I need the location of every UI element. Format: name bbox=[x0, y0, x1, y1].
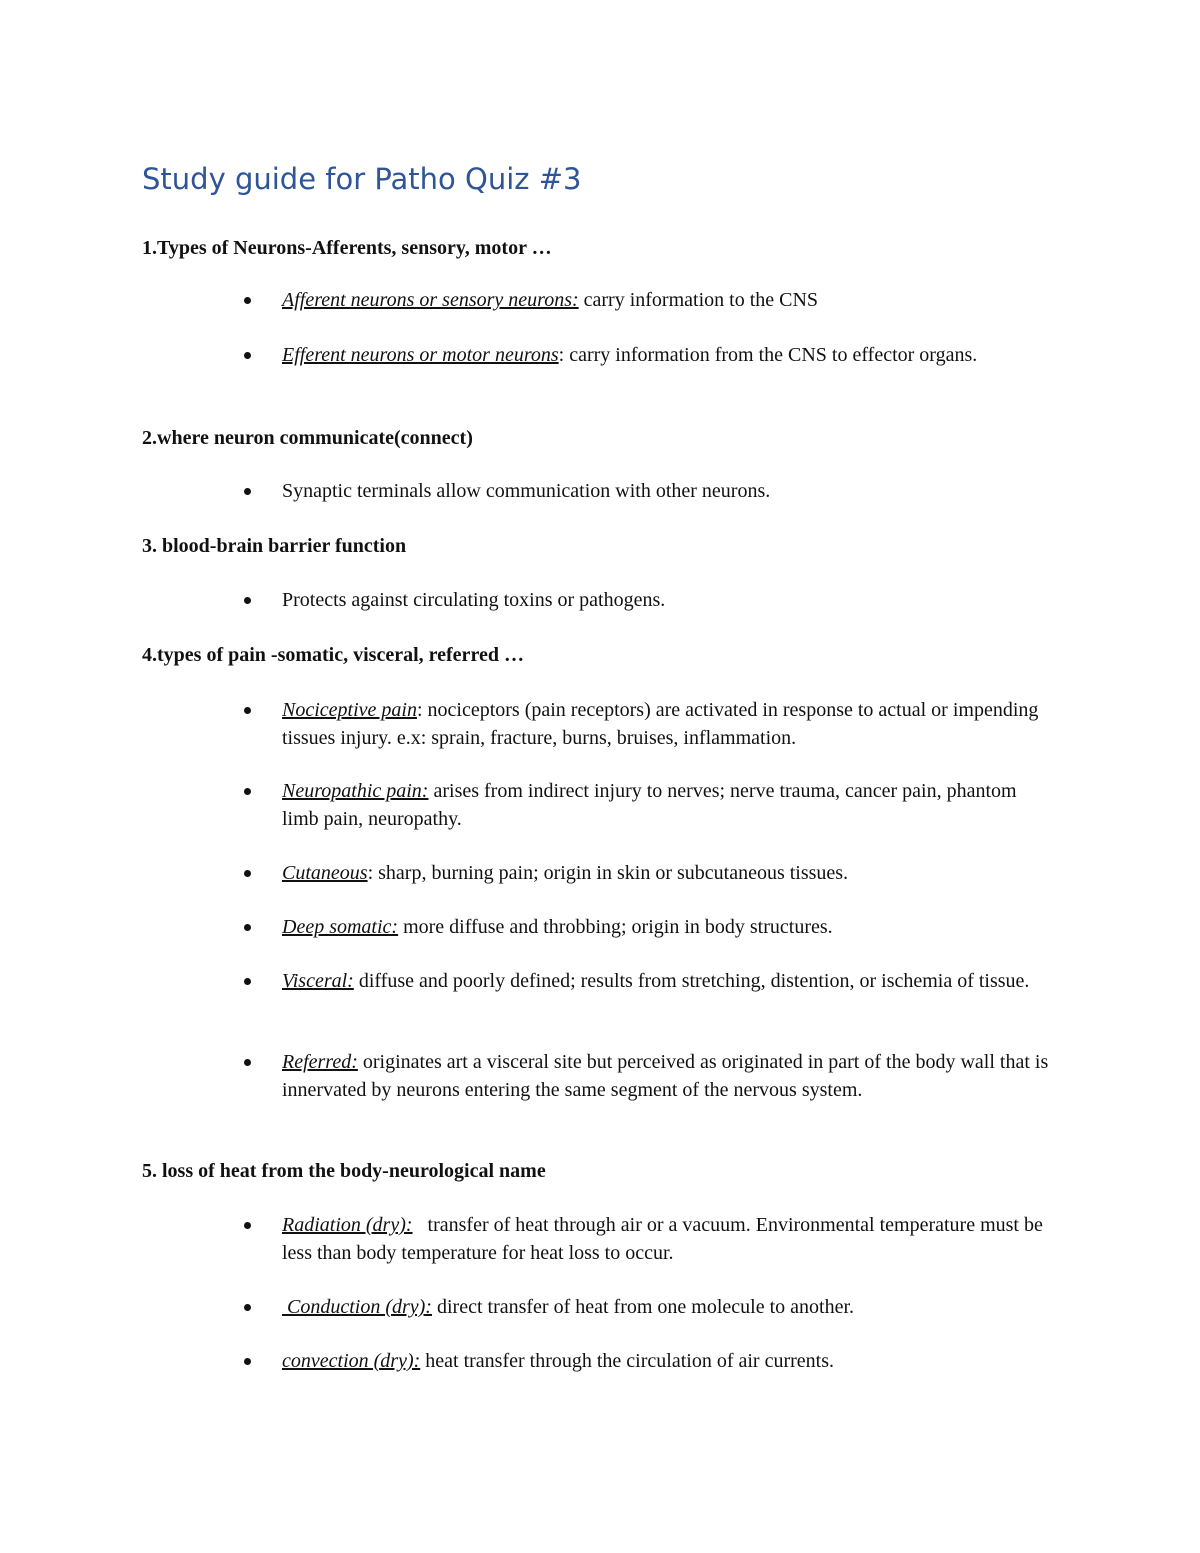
term: Nociceptive pain bbox=[282, 699, 417, 721]
definition: arises from indirect injury to nerves; nerve trauma, cancer pain, phantom limb pain, neuropathy. bbox=[282, 780, 1017, 830]
term: convection (dry): bbox=[282, 1350, 421, 1372]
term: Deep somatic: bbox=[282, 916, 399, 938]
list-item bbox=[244, 778, 1056, 833]
term: Afferent neurons or sensory neurons: bbox=[282, 289, 579, 311]
list-item bbox=[244, 914, 1056, 942]
page-title: Study guide for Patho Quiz #3 bbox=[142, 162, 582, 196]
section-heading: 5. loss of heat from the body-neurological name bbox=[142, 1160, 546, 1182]
section-heading: 3. blood-brain barrier function bbox=[142, 535, 407, 557]
bullet-icon bbox=[244, 707, 251, 714]
term: Conduction (dry): bbox=[282, 1296, 432, 1318]
list-item bbox=[244, 1348, 1056, 1376]
term: Visceral: bbox=[282, 970, 354, 992]
section-heading: 1.Types of Neurons-Afferents, sensory, motor … bbox=[142, 237, 552, 259]
list-item bbox=[244, 287, 1056, 315]
list-item bbox=[244, 587, 1056, 615]
list-item bbox=[244, 342, 1056, 370]
list-item bbox=[244, 1212, 1056, 1267]
definition: heat transfer through the circulation of air currents. bbox=[420, 1350, 834, 1372]
definition: : sharp, burning pain; origin in skin or subcutaneous tissues. bbox=[367, 862, 849, 884]
definition: Synaptic terminals allow communication with other neurons. bbox=[282, 480, 771, 502]
definition: carry information to the CNS bbox=[578, 289, 819, 311]
term: Radiation (dry): bbox=[282, 1214, 413, 1236]
definition: : carry information from the CNS to effector organs. bbox=[558, 344, 978, 366]
bullet-icon bbox=[244, 870, 251, 877]
definition: originates art a visceral site but perceived as originated in part of the body wall that is innervated by neurons entering the same segment of the nervous system. bbox=[282, 1051, 1049, 1101]
definition: direct transfer of heat from one molecule to another. bbox=[431, 1296, 855, 1318]
bullet-icon bbox=[244, 1222, 251, 1229]
definition: : nociceptors (pain receptors) are activated in response to actual or impending tissues injury. e.x: sprain, fracture, burns, bruises, inflammation. bbox=[282, 699, 1039, 749]
list-item bbox=[244, 1294, 1056, 1322]
term: Cutaneous bbox=[282, 862, 368, 884]
list-item bbox=[244, 1049, 1056, 1104]
bullet-icon bbox=[244, 597, 251, 604]
list-item bbox=[244, 478, 1056, 506]
term: Neuropathic pain: bbox=[282, 780, 429, 802]
list-item bbox=[244, 968, 1056, 996]
list-item bbox=[244, 697, 1056, 752]
bullet-icon bbox=[244, 924, 251, 931]
section-heading: 4.types of pain -somatic, visceral, referred … bbox=[142, 644, 524, 666]
bullet-icon bbox=[244, 788, 251, 795]
bullet-icon bbox=[244, 352, 251, 359]
term: Efferent neurons or motor neurons bbox=[282, 344, 559, 366]
list-item bbox=[244, 860, 1056, 888]
definition: diffuse and poorly defined; results from stretching, distention, or ischemia of tissue. bbox=[353, 970, 1030, 992]
bullet-icon bbox=[244, 1304, 251, 1311]
bullet-icon bbox=[244, 1358, 251, 1365]
bullet-icon bbox=[244, 978, 251, 985]
bullet-icon bbox=[244, 297, 251, 304]
term: Referred: bbox=[282, 1051, 358, 1073]
definition: more diffuse and throbbing; origin in body structures. bbox=[398, 916, 833, 938]
bullet-icon bbox=[244, 488, 251, 495]
section-heading: 2.where neuron communicate(connect) bbox=[142, 427, 473, 449]
definition: transfer of heat through air or a vacuum. Environmental temperature must be less than body temperature for heat loss to occur. bbox=[282, 1214, 1048, 1264]
definition: Protects against circulating toxins or pathogens. bbox=[282, 589, 666, 611]
bullet-icon bbox=[244, 1059, 251, 1066]
